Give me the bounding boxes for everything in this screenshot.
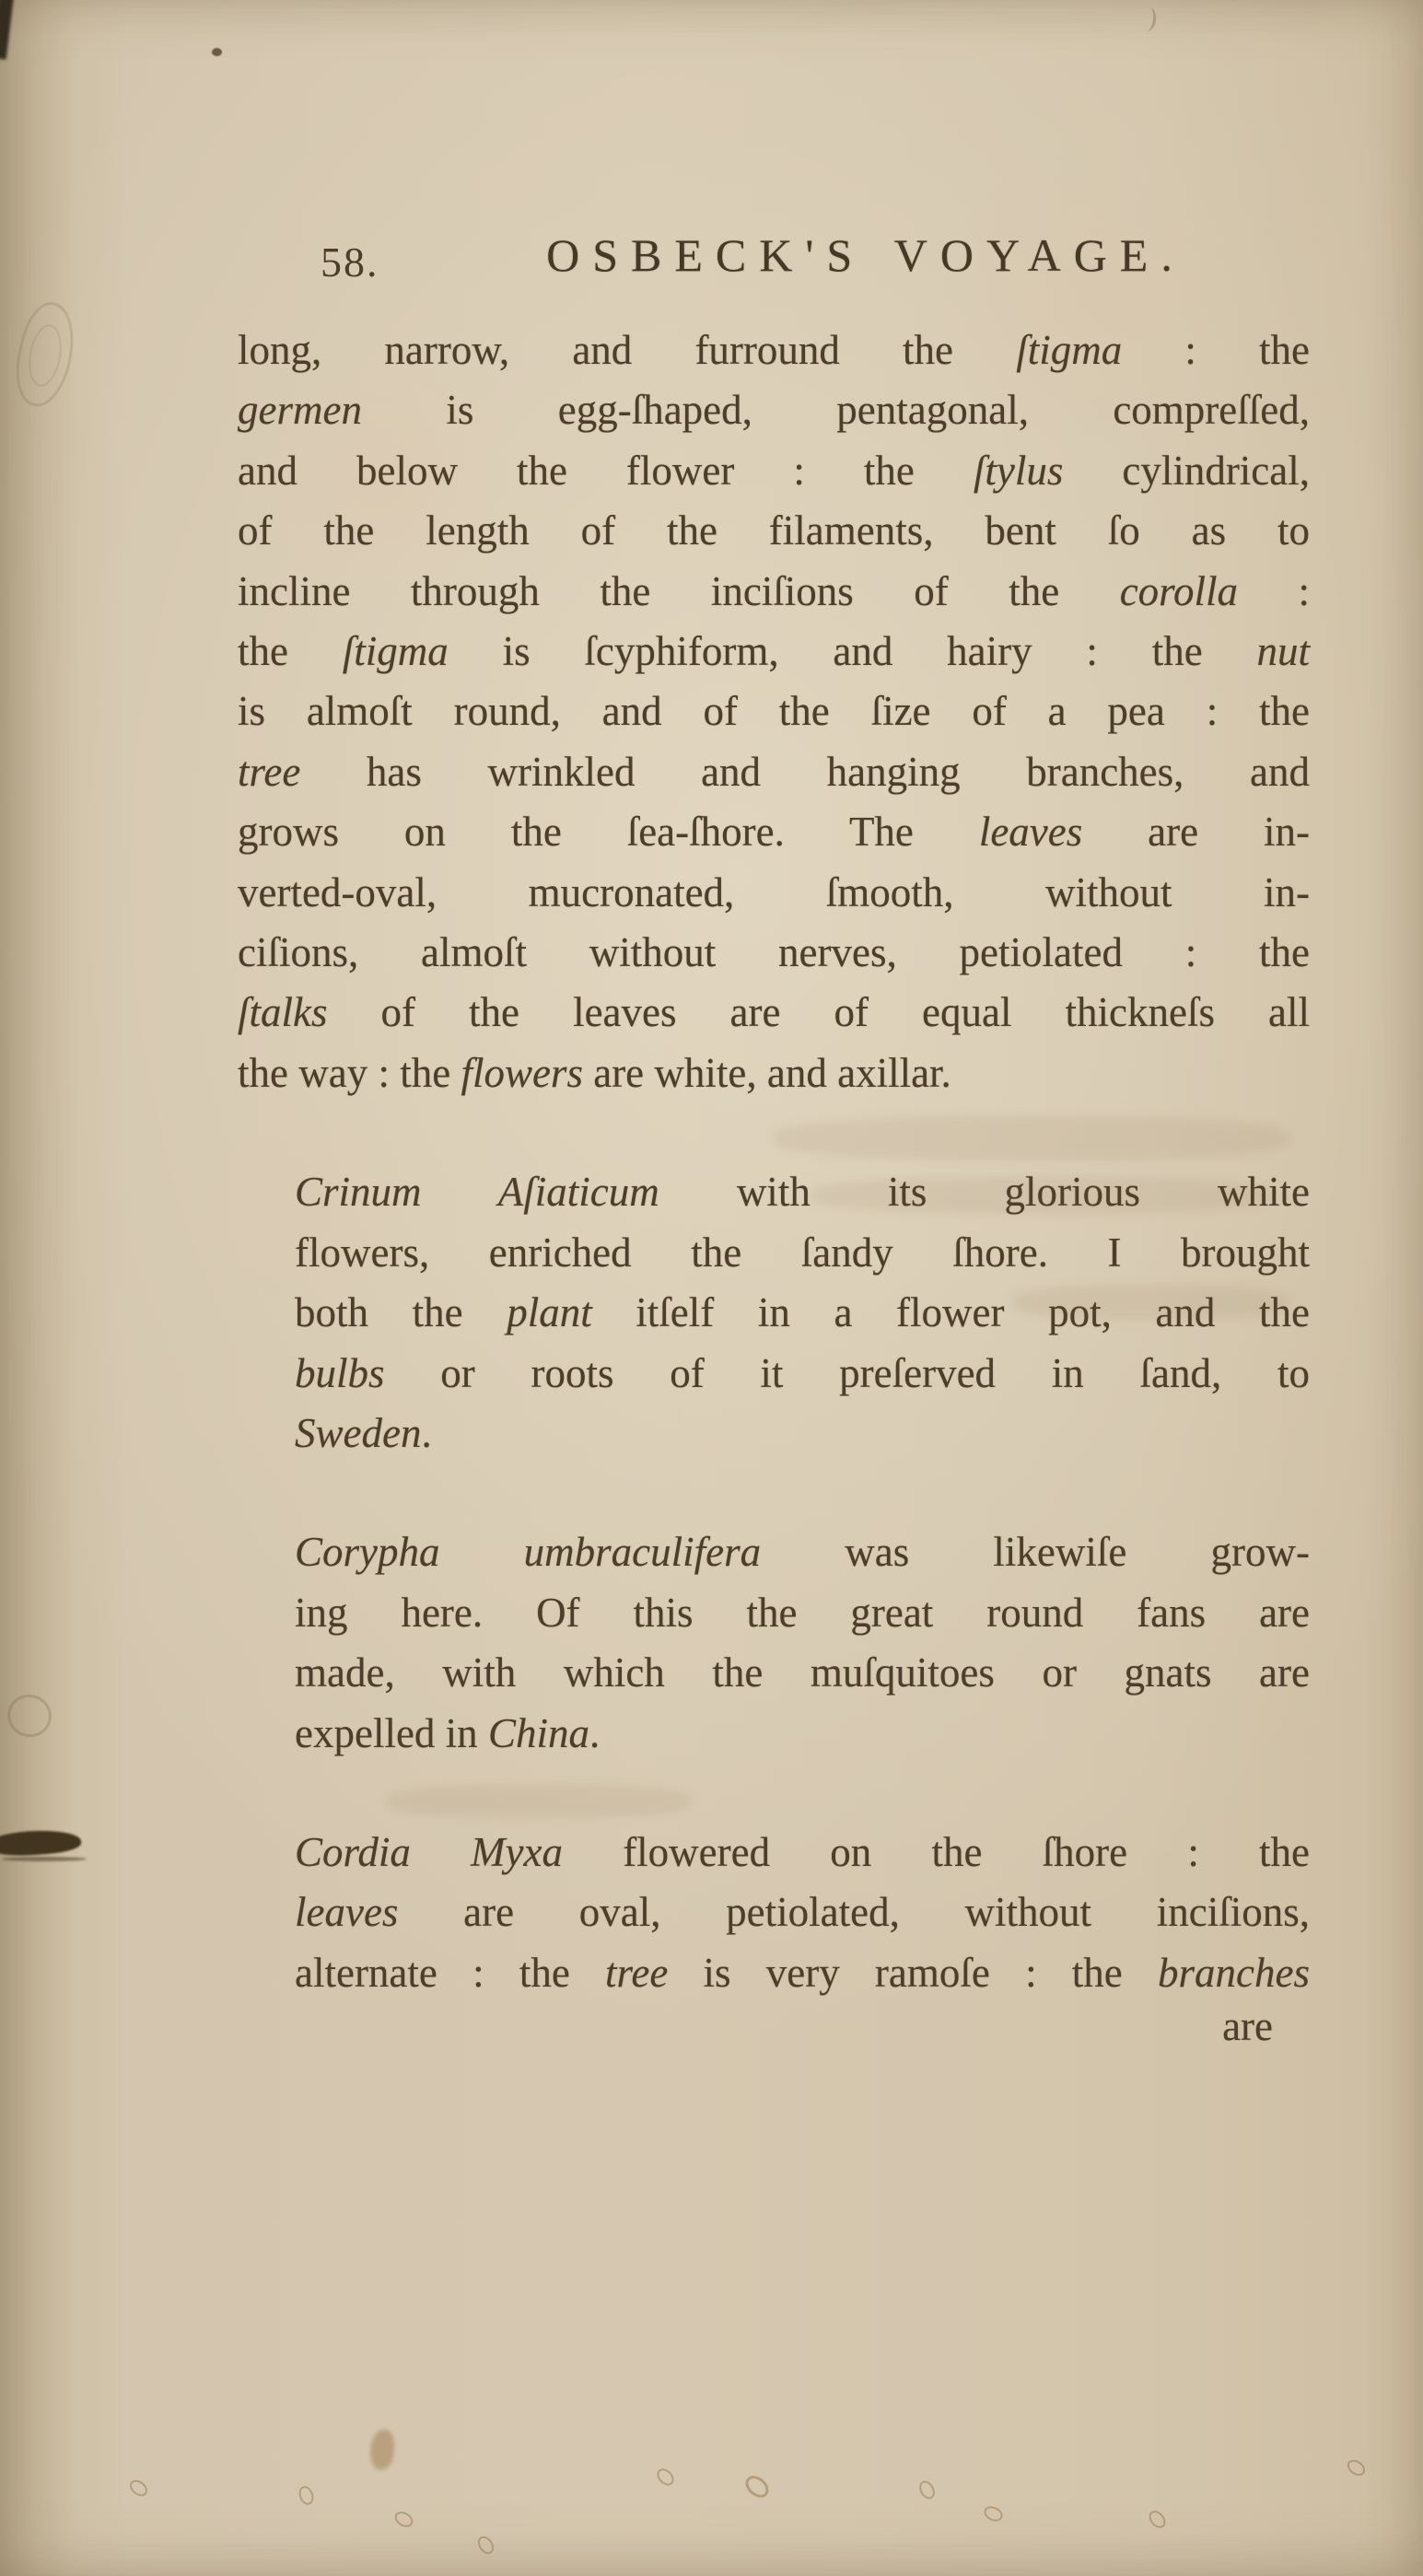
text-line: and below the flower : the ſtylus cylindrical,	[238, 447, 1311, 494]
ink-speck	[212, 48, 222, 56]
text-line: bulbs or roots of it preſerved in ſand, to	[295, 1349, 1310, 1396]
ink-blot	[0, 1827, 82, 1858]
text-line: both the plant itſelf in a flower pot, and the	[295, 1289, 1310, 1336]
text-line: ſtalks of the leaves are of equal thickneſs all	[238, 989, 1310, 1036]
foxing-spot	[741, 2471, 773, 2501]
text-line: the ſtigma is ſcyphiform, and hairy : the nut	[238, 628, 1310, 675]
page-text	[238, 321, 1310, 2003]
paper-crease-mark	[1138, 6, 1157, 32]
text-line: Corypha umbraculifera was likewiſe grow-	[295, 1529, 1311, 1576]
text-line: is almoſt round, and of the ſize of a pea : the	[238, 688, 1310, 735]
text-line: incline through the inciſions of the corolla :	[238, 567, 1310, 614]
foxing-spot	[297, 2484, 316, 2507]
paragraph	[238, 1823, 1310, 2003]
text-line: ing here. Of this the great round fans are	[295, 1589, 1310, 1636]
text-line: verted-oval, mucronated, ſmooth, without in-	[238, 868, 1310, 915]
foxing-spot	[1146, 2508, 1169, 2532]
scan-edge-mark	[0, 0, 14, 60]
paper-ring-mark	[2, 1688, 58, 1743]
catchword: are	[1222, 2003, 1273, 2049]
foxing-spot	[1345, 2456, 1369, 2478]
foxing-spot	[127, 2477, 151, 2500]
text-line: of the length of the filaments, bent ſo as to	[238, 507, 1310, 554]
running-title: OSBECK'S VOYAGE.	[546, 229, 1185, 281]
page-header	[238, 228, 1310, 298]
page-number: 58.	[321, 239, 379, 286]
text-line: made, with which the muſquitoes or gnats are	[295, 1649, 1310, 1696]
text-line: the way : the flowers are white, and axillar.	[238, 1049, 951, 1096]
paragraph	[238, 1162, 1310, 1463]
text-line: germen is egg-ſhaped, pentagonal, compreſſed,	[238, 387, 1310, 434]
foxing-spot	[654, 2465, 677, 2489]
foxing-spot	[916, 2478, 938, 2502]
text-line: expelled in China.	[295, 1709, 601, 1756]
text-line: ciſions, almoſt without nerves, petiolated : the	[238, 929, 1310, 976]
text-line: Sweden.	[295, 1409, 432, 1456]
text-line: long, narrow, and furround the ſtigma : the	[238, 327, 1310, 373]
blind-stamp-mark	[24, 322, 65, 390]
foxing-spot	[370, 2430, 394, 2470]
ink-blot	[2, 1857, 87, 1861]
blind-stamp-mark	[6, 297, 84, 413]
text-line: tree has wrinkled and hanging branches, and	[238, 748, 1310, 795]
foxing-spot	[474, 2534, 496, 2558]
paragraph	[238, 1522, 1310, 1764]
text-line: Cordia Myxa flowered on the ſhore : the	[295, 1828, 1310, 1875]
foxing-spot	[982, 2503, 1005, 2524]
text-line: alternate : the tree is very ramoſe : the branches	[295, 1949, 1310, 1996]
foxing-spot	[392, 2509, 416, 2530]
text-line: flowers, enriched the ſandy ſhore. I brought	[295, 1229, 1310, 1276]
text-line: grows on the ſea-ſhore. The leaves are in-	[238, 809, 1311, 856]
text-line: leaves are oval, petiolated, without inciſions,	[295, 1889, 1310, 1936]
paragraph	[238, 321, 1310, 1103]
text-line: Crinum Aſiaticum with its glorious white	[295, 1169, 1310, 1216]
